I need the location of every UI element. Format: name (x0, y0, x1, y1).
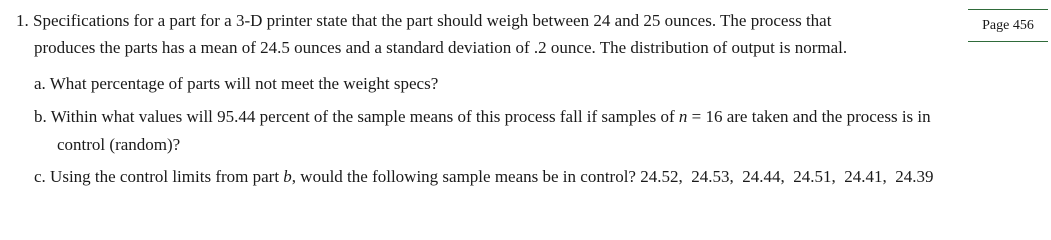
part-c-label: c. (34, 167, 46, 186)
part-c-sample-means: 24.52, 24.53, 24.44, 24.51, 24.41, 24.39 (640, 167, 934, 186)
problem-statement-line-1 (16, 11, 831, 31)
page-reference-label: Page 456 (982, 17, 1034, 33)
part-b-n-symbol: n (678, 107, 688, 126)
part-b-continuation (57, 135, 180, 155)
part-a-text: What percentage of parts will not meet the weight specs? (49, 74, 439, 93)
problem-text-line-2: produces the parts has a mean of 24.5 ounces and a standard deviation of .2 ounce. The distribution of output is normal. (34, 38, 848, 57)
problem-text-line-1: Specifications for a part for a 3-D printer state that the part should weigh between 24 and 25 ounces. The process that (33, 11, 832, 30)
problem-statement-line-2 (34, 38, 847, 58)
part-c-text-start: Using the control limits from part (50, 167, 284, 186)
problem-number: 1. (16, 11, 29, 30)
part-a-label: a. (34, 74, 46, 93)
part-b-label: b. (34, 107, 47, 126)
page-reference-box (968, 9, 1048, 42)
part-b (34, 107, 931, 127)
part-c (34, 167, 933, 187)
part-b-text-start: Within what values will 95.44 percent of the sample means of this process fall if samples of (50, 107, 679, 126)
part-a (34, 74, 438, 94)
part-c-b-reference: b (283, 167, 292, 186)
part-c-text-end: , would the following sample means be in control? (291, 167, 636, 186)
part-b-text-end: = 16 are taken and the process is in (687, 107, 931, 126)
part-b-text-line-2: control (random)? (57, 135, 181, 154)
